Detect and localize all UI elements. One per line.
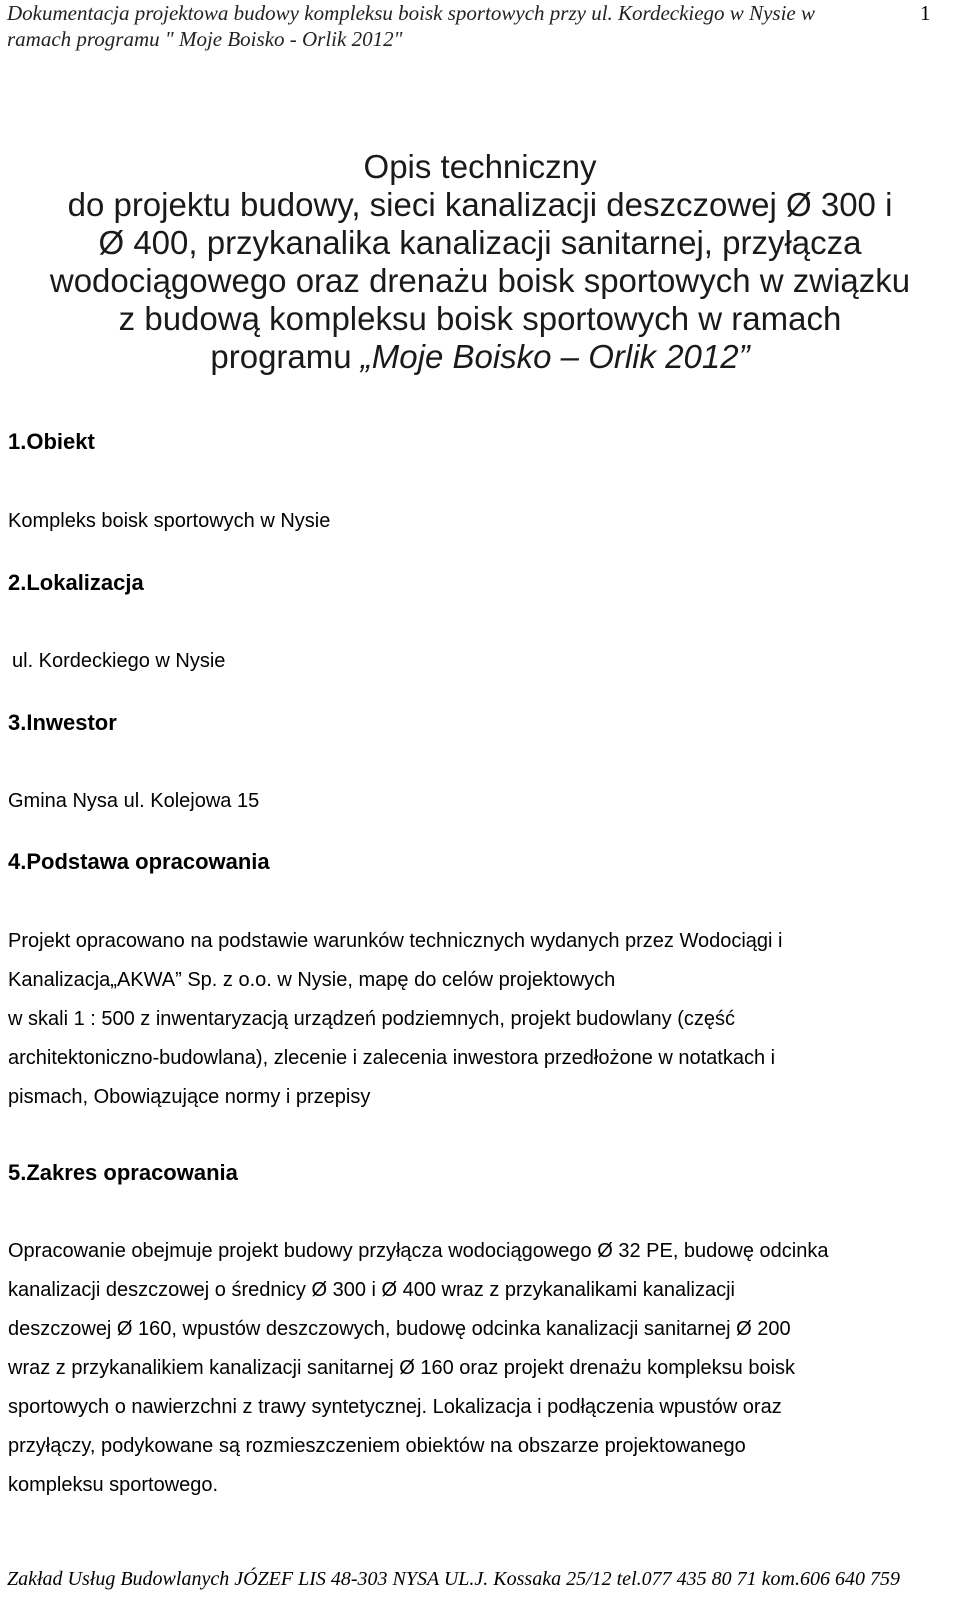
section-paragraph-zakres: [8, 1232, 953, 1505]
paragraph-line: Opracowanie obejmuje projekt budowy przyłącza wodociągowego Ø 32 PE, budowę odcinka: [8, 1240, 829, 1262]
title-program-name: „Moje Boisko – Orlik 2012”: [360, 338, 750, 375]
paragraph-line: sportowych o nawierzchni z trawy syntetycznej. Lokalizacja i podłączenia wpustów oraz: [8, 1396, 782, 1418]
title-line-5: z budową kompleksu boisk sportowych w ramach: [118, 300, 842, 337]
paragraph-line: kanalizacji deszczowej o średnicy Ø 300 i Ø 400 wraz z przykanalikami kanalizacji: [8, 1279, 735, 1301]
section-heading-podstawa: 4.Podstawa opracowania: [8, 849, 270, 874]
page-number: 1: [920, 1, 931, 25]
title-line-3: Ø 400, przykanalika kanalizacji sanitarnej, przyłącza: [98, 224, 862, 261]
section-heading-zakres: 5.Zakres opracowania: [8, 1160, 238, 1185]
paragraph-line: kompleksu sportowego.: [8, 1474, 219, 1496]
paragraph-line: przyłączy, podykowane są rozmieszczeniem obiektów na obszarze projektowanego: [8, 1435, 746, 1457]
title-line-1: Opis techniczny: [363, 148, 597, 185]
title-line-6: [0, 338, 960, 376]
running-header: [7, 0, 887, 52]
running-footer: Zakład Usług Budowlanych JÓZEF LIS 48-303 NYSA UL.J. Kossaka 25/12 tel.077 435 80 71 kom.606 640 759: [7, 1568, 900, 1590]
paragraph-line: Projekt opracowano na podstawie warunków technicznych wydanych przez Wodociągi i: [8, 930, 783, 952]
title-line-4: wodociągowego oraz drenażu boisk sportowych w związku: [49, 262, 911, 299]
section-text-lokalizacja: ul. Kordeckiego w Nysie: [12, 650, 226, 672]
title-line-2: do projektu budowy, sieci kanalizacji deszczowej Ø 300 i: [67, 186, 893, 223]
paragraph-line: deszczowej Ø 160, wpustów deszczowych, budowę odcinka kanalizacji sanitarnej Ø 200: [8, 1318, 791, 1340]
section-heading-obiekt: 1.Obiekt: [8, 429, 95, 454]
section-paragraph-podstawa: [8, 922, 953, 1117]
paragraph-line: w skali 1 : 500 z inwentaryzacją urządzeń podziemnych, projekt budowlany (część: [8, 1008, 736, 1030]
header-line-1: Dokumentacja projektowa budowy kompleksu boisk sportowych przy ul. Kordeckiego w Nysie w: [7, 1, 815, 25]
document-title: [0, 148, 960, 376]
section-heading-inwestor: 3.Inwestor: [8, 710, 117, 735]
section-heading-lokalizacja: 2.Lokalizacja: [8, 570, 144, 595]
paragraph-line: Kanalizacja„AKWA” Sp. z o.o. w Nysie, mapę do celów projektowych: [8, 969, 616, 991]
paragraph-line: architektoniczno-budowlana), zlecenie i zalecenia inwestora przedłożone w notatkach i: [8, 1047, 776, 1069]
header-line-2: ramach programu " Moje Boisko - Orlik 2012": [7, 27, 403, 51]
paragraph-line: wraz z przykanalikiem kanalizacji sanitarnej Ø 160 oraz projekt drenażu kompleksu boisk: [8, 1357, 796, 1379]
paragraph-line: pismach, Obowiązujące normy i przepisy: [8, 1086, 371, 1108]
title-line-6-prefix: programu: [210, 338, 361, 375]
section-text-obiekt: Kompleks boisk sportowych w Nysie: [8, 510, 331, 532]
section-text-inwestor: Gmina Nysa ul. Kolejowa 15: [8, 790, 260, 812]
